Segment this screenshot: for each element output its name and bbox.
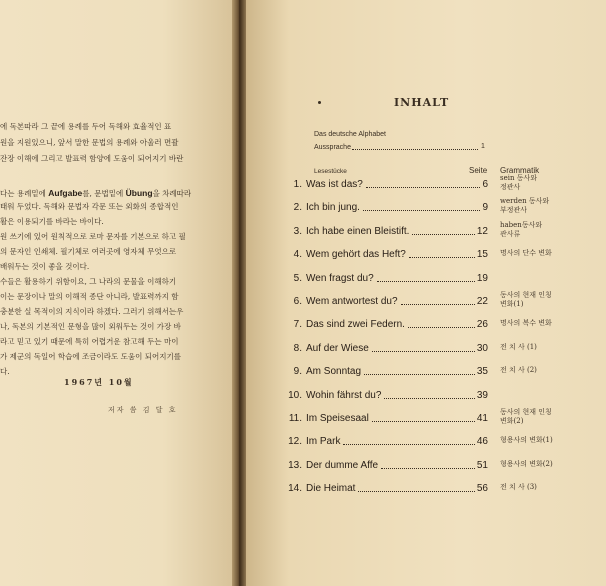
toc-entry-number: 8. [293, 343, 302, 354]
preface-line: 활은 이용되기를 바라는 바이다. [0, 217, 104, 226]
toc-entry-page: 51 [476, 460, 488, 471]
preface-line: 에 독본따라 그 끝에 용례를 두어 독해와 효율적인 표 [0, 122, 172, 131]
grammar-line: 형용사의 변화(1) [500, 436, 553, 444]
toc-entry-number: 13. [288, 460, 302, 471]
page-mark [318, 101, 321, 104]
dot-leader [363, 210, 481, 211]
toc-entry-page: 30 [476, 343, 488, 354]
preface-line [0, 169, 232, 181]
toc-entry-title: Ich bin jung. [306, 202, 360, 213]
toc-heading: INHALT [394, 96, 450, 109]
toc-entry-number: 3. [293, 226, 302, 237]
grammar-line: 형용사의 변화(2) [500, 460, 553, 468]
toc-entry-page: 22 [476, 296, 488, 307]
toc-entry-title: Auf der Wiese [306, 343, 369, 354]
preface-line: 다. [0, 367, 10, 376]
dot-leader [384, 398, 474, 399]
preface-line: 다는 용례밑에 Aufgabe를, 문법밑에 Übung을 차례따라 [0, 188, 192, 198]
preface-line: 의 문자인 인쇄체. 필기체로 여러곳에 영자체 무엇으로 [0, 247, 177, 256]
toc-entry-grammar [500, 366, 572, 375]
preface-line: 라고 믿고 있기 때문에 특히 어렵거운 참고해 두는 마이 [0, 337, 179, 346]
toc-entry-page: 9 [482, 202, 488, 213]
dot-leader [401, 304, 475, 305]
dot-leader [358, 491, 474, 492]
toc-entry-grammar [500, 221, 572, 239]
pronunciation-entry: Aussprache [314, 144, 351, 151]
toc-entry-grammar [500, 408, 572, 426]
grammar-line: 전 치 사 (3) [500, 483, 537, 491]
preface-line: 나, 독본의 기본적인 문형을 많이 외워두는 것이 가장 바 [0, 322, 181, 331]
grammar-line: werden 동사와 [500, 197, 550, 205]
preface-line: 원을 지원있으니, 앞서 말한 문법의 용례와 아울러 면괄 [0, 138, 179, 147]
dot-leader [372, 351, 475, 352]
grammar-line: 변화(1) [500, 300, 524, 308]
grammar-line: 동사의 현재 인칭 [500, 291, 552, 299]
dot-leader [366, 187, 481, 188]
toc-entry-page: 19 [476, 273, 488, 284]
dot-leader [409, 257, 475, 258]
grammar-line: 정관사 [500, 183, 521, 191]
grammar-line: 변화(2) [500, 417, 524, 425]
column-header-lesestucke: Lesestücke [314, 168, 347, 175]
dot-leader [408, 327, 475, 328]
grammar-line: sein 동사와 [500, 174, 537, 182]
grammar-line: 명사의 단수 변화 [500, 249, 552, 257]
grammar-line: 관사류 [500, 230, 521, 238]
toc-entry-number: 2. [293, 202, 302, 213]
preface-line: 이는 문장이나 말의 이해적 종단 아니라, 발표력까지 함 [0, 292, 179, 301]
dot-leader [377, 281, 475, 282]
toc-entry-grammar [500, 483, 572, 492]
dot-leader [372, 421, 475, 422]
book-gutter [232, 0, 246, 586]
preface-author: 저자 씀 김 달 호 [108, 406, 178, 414]
toc-entry-grammar [500, 249, 572, 258]
grammar-line: 전 치 사 (2) [500, 366, 537, 374]
toc-entry-page: 56 [476, 483, 488, 494]
preface-date: 1967년 10월 [64, 377, 134, 387]
preface-line: 잔장 이해에 그리고 발표력 함양에 도움이 되어지기 바란 [0, 154, 184, 163]
pronunciation-page: 1 [481, 143, 485, 150]
toc-entry-page: 35 [476, 366, 488, 377]
toc-entry-number: 5. [293, 273, 302, 284]
preface-line: 가 제군의 독일어 학습에 조금이라도 도움이 되어지기를 [0, 352, 181, 361]
toc-entry-grammar [500, 343, 572, 352]
toc-entry-number: 11. [288, 413, 302, 424]
toc-entry-title: Wohin fährst du? [306, 390, 382, 401]
toc-entry-page: 41 [476, 413, 488, 424]
toc-entry-grammar [500, 319, 572, 328]
column-header-grammatik: Grammatik [500, 166, 540, 175]
preface-line: 수들은 활용하기 위함이요, 그 나라의 문물을 이해하기 [0, 277, 177, 286]
toc-entry-page: 39 [476, 390, 488, 401]
toc-entry-grammar [500, 174, 572, 192]
alphabet-entry: Das deutsche Alphabet [314, 131, 386, 138]
column-header-seite: Seite [469, 166, 488, 175]
toc-entry-number: 1. [293, 179, 302, 190]
toc-entry-page: 46 [476, 436, 488, 447]
dot-leader [352, 149, 478, 150]
preface-line: 배워두는 것이 좋을 것이다. [0, 262, 90, 271]
toc-entry-page: 15 [476, 249, 488, 260]
toc-entry-grammar [500, 436, 572, 445]
toc-entry-number: 10. [288, 390, 302, 401]
toc-entry-grammar [500, 460, 572, 469]
toc-entry-number: 9. [293, 366, 302, 377]
toc-entry-title: Wen fragst du? [306, 273, 374, 284]
toc-entry-title: Das sind zwei Federn. [306, 319, 405, 330]
toc-entry-page: 12 [476, 226, 488, 237]
toc-entry-number: 4. [293, 249, 302, 260]
toc-entry-title: Der dumme Affe [306, 460, 379, 471]
toc-entry-number: 7. [293, 319, 302, 330]
toc-entry-title: Ich habe einen Bleistift. [306, 226, 410, 237]
toc-entry-title: Was ist das? [306, 179, 363, 190]
toc-entry-title: Die Heimat [306, 483, 356, 494]
dot-leader [343, 444, 474, 445]
preface-line: 원 쓰기에 있어 원칙적으로 로마 문자를 기본으로 하고 필 [0, 232, 186, 241]
toc-entry-number: 6. [293, 296, 302, 307]
toc-entry-title: Am Sonntag [306, 366, 362, 377]
grammar-line: 전 치 사 (1) [500, 343, 537, 351]
toc-entry-title: Im Speisesaal [306, 413, 369, 424]
toc-entry-number: 14. [288, 483, 302, 494]
toc-entry-page: 26 [476, 319, 488, 330]
toc-entry-title: Im Park [306, 436, 341, 447]
dot-leader [412, 234, 474, 235]
toc-entry-title: Wem antwortest du? [306, 296, 398, 307]
toc-entry-page: 6 [482, 179, 488, 190]
grammar-line: 부정관사 [500, 206, 528, 214]
toc-entry-title: Wem gehört das Heft? [306, 249, 406, 260]
dot-leader [364, 374, 475, 375]
grammar-line: 명사의 복수 변화 [500, 319, 552, 327]
toc-entry-grammar [500, 291, 572, 309]
grammar-line: 동사의 현재 인칭 [500, 408, 552, 416]
toc-entry-grammar [500, 197, 572, 215]
preface-line: 태워 두었다. 독해와 문법자 각문 또는 외화의 종합적인 [0, 202, 179, 211]
preface-line: 충분한 실 목적이의 지식이라 하겠다. 그러기 위해서는우 [0, 307, 184, 316]
dot-leader [381, 468, 475, 469]
grammar-line: haben동사와 [500, 221, 543, 229]
toc-entry-number: 12. [288, 436, 302, 447]
